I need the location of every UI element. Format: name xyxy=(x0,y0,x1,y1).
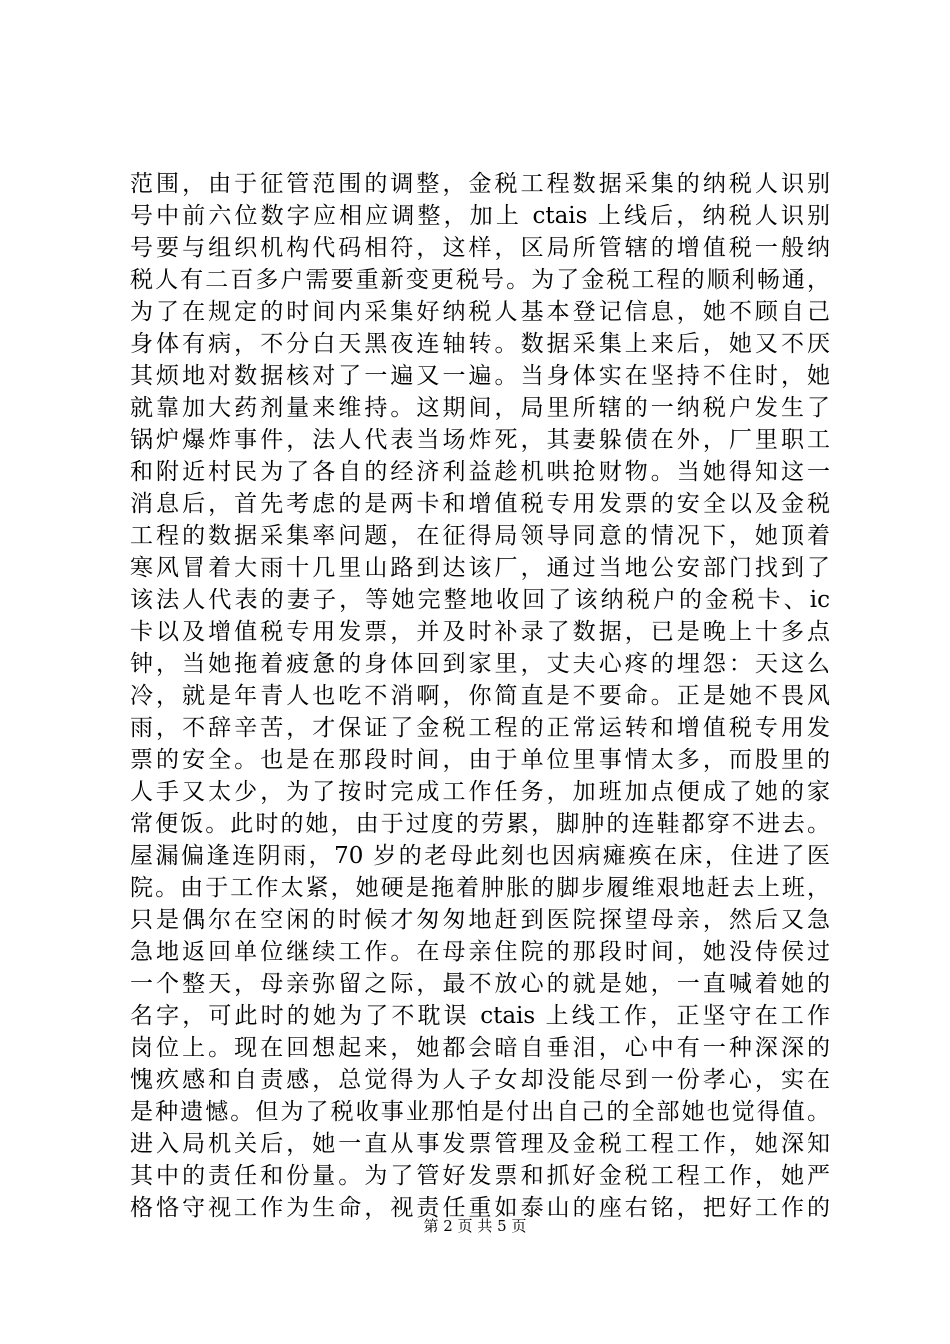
text-line: 名字，可此时的她为了不耽误 ctais 上线工作，正坚守在工作 xyxy=(130,1003,830,1029)
text-line: 格恪守视工作为生命，视责任重如泰山的座右铭，把好工作的 xyxy=(130,1195,830,1221)
text-line: 消息后，首先考虑的是两卡和增值税专用发票的安全以及金税 xyxy=(130,491,830,517)
text-line: 锅炉爆炸事件，法人代表当场炸死，其妻躲债在外，厂里职工 xyxy=(130,427,830,453)
text-line: 税人有二百多户需要重新变更税号。为了金税工程的顺利畅通， xyxy=(130,267,830,293)
document-body xyxy=(130,168,830,1224)
text-line: 常便饭。此时的她，由于过度的劳累，脚肿的连鞋都穿不进去。 xyxy=(130,811,830,837)
text-line: 钟，当她拖着疲惫的身体回到家里，丈夫心疼的埋怨：天这么 xyxy=(130,651,830,677)
text-line: 是种遗憾。但为了税收事业那怕是付出自己的全部她也觉得值。 xyxy=(130,1099,830,1125)
text-line: 号中前六位数字应相应调整，加上 ctais 上线后，纳税人识别 xyxy=(130,203,830,229)
text-line: 人手又太少，为了按时完成工作任务，加班加点便成了她的家 xyxy=(130,779,830,805)
page-footer: 第 2 页 共 5 页 xyxy=(423,1217,527,1235)
text-line: 为了在规定的时间内采集好纳税人基本登记信息，她不顾自己 xyxy=(130,299,830,325)
text-line: 一个整天，母亲弥留之际，最不放心的就是她，一直喊着她的 xyxy=(130,971,830,997)
text-line: 冷，就是年青人也吃不消啊，你简直是不要命。正是她不畏风 xyxy=(130,683,830,709)
text-line: 寒风冒着大雨十几里山路到达该厂，通过当地公安部门找到了 xyxy=(130,555,830,581)
text-line: 范围，由于征管范围的调整，金税工程数据采集的纳税人识别 xyxy=(130,171,830,197)
text-line: 工程的数据采集率问题，在征得局领导同意的情况下，她顶着 xyxy=(130,523,830,549)
text-line: 号要与组织机构代码相符，这样，区局所管辖的增值税一般纳 xyxy=(130,235,830,261)
text-line: 岗位上。现在回想起来，她都会暗自垂泪，心中有一种深深的 xyxy=(130,1035,830,1061)
text-line: 屋漏偏逢连阴雨，70 岁的老母此刻也因病瘫痪在床，住进了医 xyxy=(130,843,830,869)
text-line: 雨，不辞辛苦，才保证了金税工程的正常运转和增值税专用发 xyxy=(130,715,830,741)
text-line: 其烦地对数据核对了一遍又一遍。当身体实在坚持不住时，她 xyxy=(130,363,830,389)
text-line: 急地返回单位继续工作。在母亲住院的那段时间，她没侍侯过 xyxy=(130,939,830,965)
text-line: 该法人代表的妻子，等她完整地收回了该纳税户的金税卡、ic xyxy=(130,587,830,613)
text-line: 院。由于工作太紧，她硬是拖着肿胀的脚步履维艰地赶去上班， xyxy=(130,875,830,901)
text-line: 进入局机关后，她一直从事发票管理及金税工程工作，她深知 xyxy=(130,1131,830,1157)
text-line: 愧疚感和自责感，总觉得为人子女却没能尽到一份孝心，实在 xyxy=(130,1067,830,1093)
text-line: 卡以及增值税专用发票，并及时补录了数据，已是晚上十多点 xyxy=(130,619,830,645)
text-line: 其中的责任和份量。为了管好发票和抓好金税工程工作，她严 xyxy=(130,1163,830,1189)
text-line: 和附近村民为了各自的经济利益趁机哄抢财物。当她得知这一 xyxy=(130,459,830,485)
text-line: 只是偶尔在空闲的时候才匆匆地赶到医院探望母亲，然后又急 xyxy=(130,907,830,933)
text-line: 票的安全。也是在那段时间，由于单位里事情太多，而股里的 xyxy=(130,747,830,773)
text-line: 就靠加大药剂量来维持。这期间，局里所辖的一纳税户发生了 xyxy=(130,395,830,421)
text-line: 身体有病，不分白天黑夜连轴转。数据采集上来后，她又不厌 xyxy=(130,331,830,357)
